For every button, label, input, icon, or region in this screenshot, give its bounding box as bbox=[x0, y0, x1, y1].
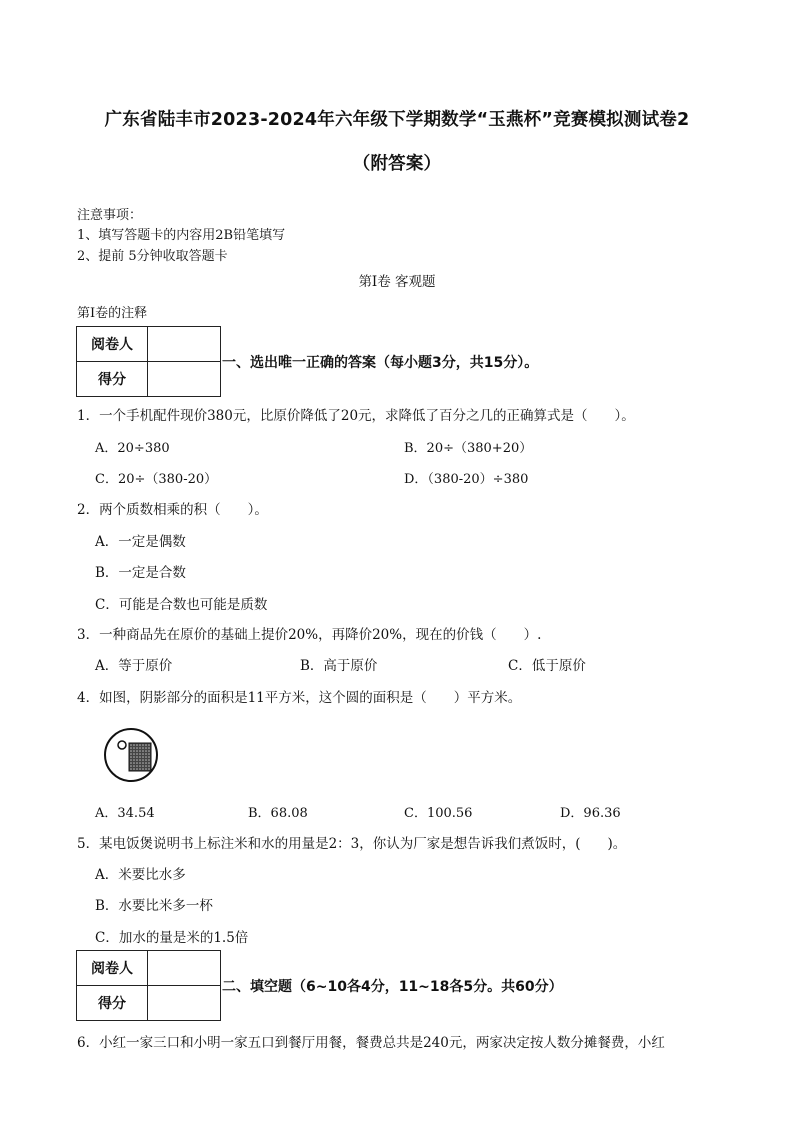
option-c: C．20÷（380-20） bbox=[95, 472, 218, 487]
score-cell[interactable] bbox=[148, 986, 221, 1021]
option-a: A．一定是偶数 bbox=[95, 534, 186, 550]
option-a: A．米要比水多 bbox=[95, 867, 186, 883]
notice-item: 1、填写答题卡的内容用2B铅笔填写 bbox=[77, 228, 286, 243]
option-b: B．水要比米多一杯 bbox=[95, 898, 213, 914]
shaded-square bbox=[129, 743, 151, 771]
section-title: 一、选出唯一正确的答案（每小题3分，共15分）。 bbox=[222, 355, 539, 371]
question-stem: 2．两个质数相乘的积（ ）。 bbox=[77, 502, 268, 518]
question-stem: 6．小红一家三口和小明一家五口到餐厅用餐，餐费总共是240元，两家决定按人数分摊餐费，小红 bbox=[77, 1035, 665, 1051]
volume-title: 第Ⅰ卷 客观题 bbox=[358, 274, 436, 290]
section-title: 二、填空题（6~10各4分，11~18各5分。共60分） bbox=[222, 979, 563, 995]
option-d: D．96.36 bbox=[560, 806, 621, 821]
option-b: B．20÷（380+20） bbox=[404, 441, 533, 456]
score-label: 得分 bbox=[77, 986, 148, 1021]
option-c: C．低于原价 bbox=[508, 658, 586, 674]
option-b: B．68.08 bbox=[248, 806, 308, 821]
option-b: B．一定是合数 bbox=[95, 565, 186, 581]
reviewer-cell[interactable] bbox=[148, 327, 221, 362]
option-a: A．等于原价 bbox=[95, 658, 173, 674]
reviewer-label: 阅卷人 bbox=[77, 951, 148, 986]
option-b: B．高于原价 bbox=[300, 658, 378, 674]
option-a: A．20÷380 bbox=[95, 441, 170, 456]
volume-note: 第Ⅰ卷的注释 bbox=[77, 306, 148, 321]
center-point bbox=[118, 741, 126, 749]
reviewer-label: 阅卷人 bbox=[77, 327, 148, 362]
score-label: 得分 bbox=[77, 362, 148, 397]
option-a: A．34.54 bbox=[95, 806, 155, 821]
option-c: C．可能是合数也可能是质数 bbox=[95, 597, 268, 613]
notice-heading: 注意事项： bbox=[77, 208, 143, 223]
page-title: 广东省陆丰市2023-2024年六年级下学期数学“玉燕杯”竞赛模拟测试卷2 bbox=[104, 110, 690, 130]
question-stem: 4．如图，阴影部分的面积是11平方米，这个圆的面积是（ ）平方米。 bbox=[77, 690, 522, 706]
option-d: D．（380-20）÷380 bbox=[404, 472, 529, 487]
reviewer-cell[interactable] bbox=[148, 951, 221, 986]
option-c: C．加水的量是米的1.5倍 bbox=[95, 930, 249, 946]
question-stem: 3．一种商品先在原价的基础上提价20%，再降价20%，现在的价钱（ ）. bbox=[77, 627, 542, 643]
question-stem: 1．一个手机配件现价380元，比原价降低了20元，求降低了百分之几的正确算式是（ ）。 bbox=[77, 408, 635, 424]
score-cell[interactable] bbox=[148, 362, 221, 397]
notice-item: 2、提前 5分钟收取答题卡 bbox=[77, 249, 228, 264]
option-c: C．100.56 bbox=[404, 806, 473, 821]
question-stem: 5．某电饭煲说明书上标注米和水的用量是2：3，你认为厂家是想告诉我们煮饭时，( )。 bbox=[77, 836, 627, 852]
circle-diagram bbox=[100, 720, 162, 786]
grader-table bbox=[76, 950, 221, 1021]
page-subtitle: （附答案） bbox=[352, 154, 442, 174]
grader-table bbox=[76, 326, 221, 397]
